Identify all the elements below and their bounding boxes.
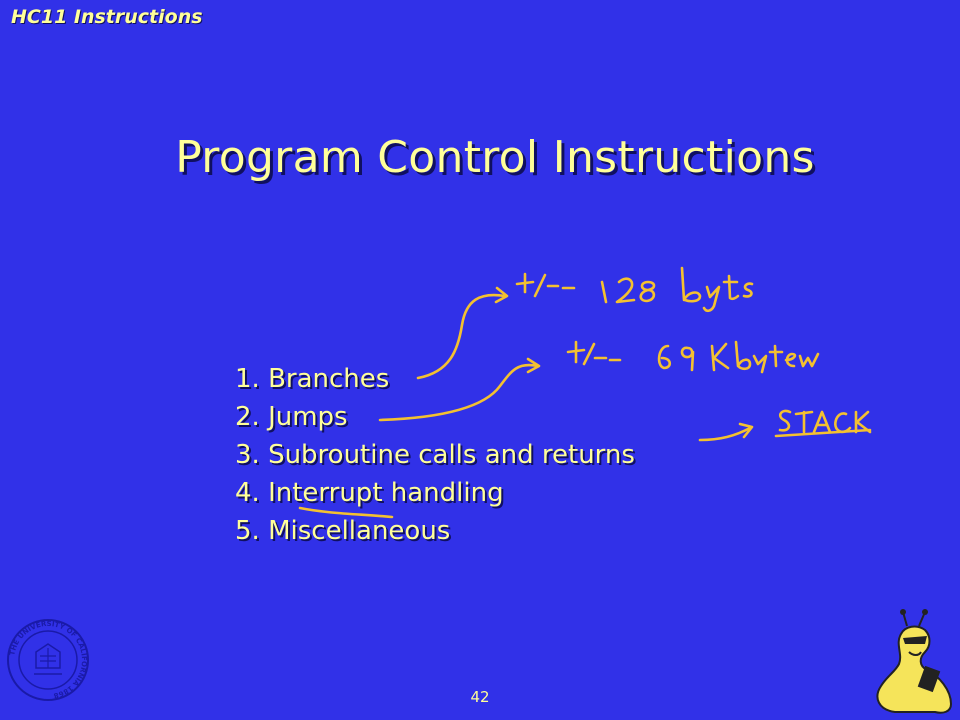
list-item: 5. Miscellaneous [235, 516, 451, 546]
subroutine-arrow [700, 428, 750, 440]
branches-arrow [418, 295, 505, 378]
jumps-note-ink [568, 342, 818, 372]
subroutine-note-ink [776, 411, 870, 436]
svg-text:THE UNIVERSITY OF CALIFORNIA 1: THE UNIVERSITY OF CALIFORNIA 1868 [8, 619, 89, 700]
slide-title: Program Control Instructions [175, 132, 815, 183]
page-number: 42 [470, 688, 490, 706]
interrupt-underline [300, 508, 392, 517]
jumps-arrow [380, 365, 538, 420]
course-header: HC11 Instructions [11, 6, 203, 28]
list-item: 2. Jumps [235, 402, 348, 432]
branches-note-ink [517, 268, 752, 311]
list-item: 3. Subroutine calls and returns [235, 440, 635, 470]
list-item: 4. Interrupt handling [235, 478, 504, 508]
list-item: 1. Branches [235, 364, 390, 394]
